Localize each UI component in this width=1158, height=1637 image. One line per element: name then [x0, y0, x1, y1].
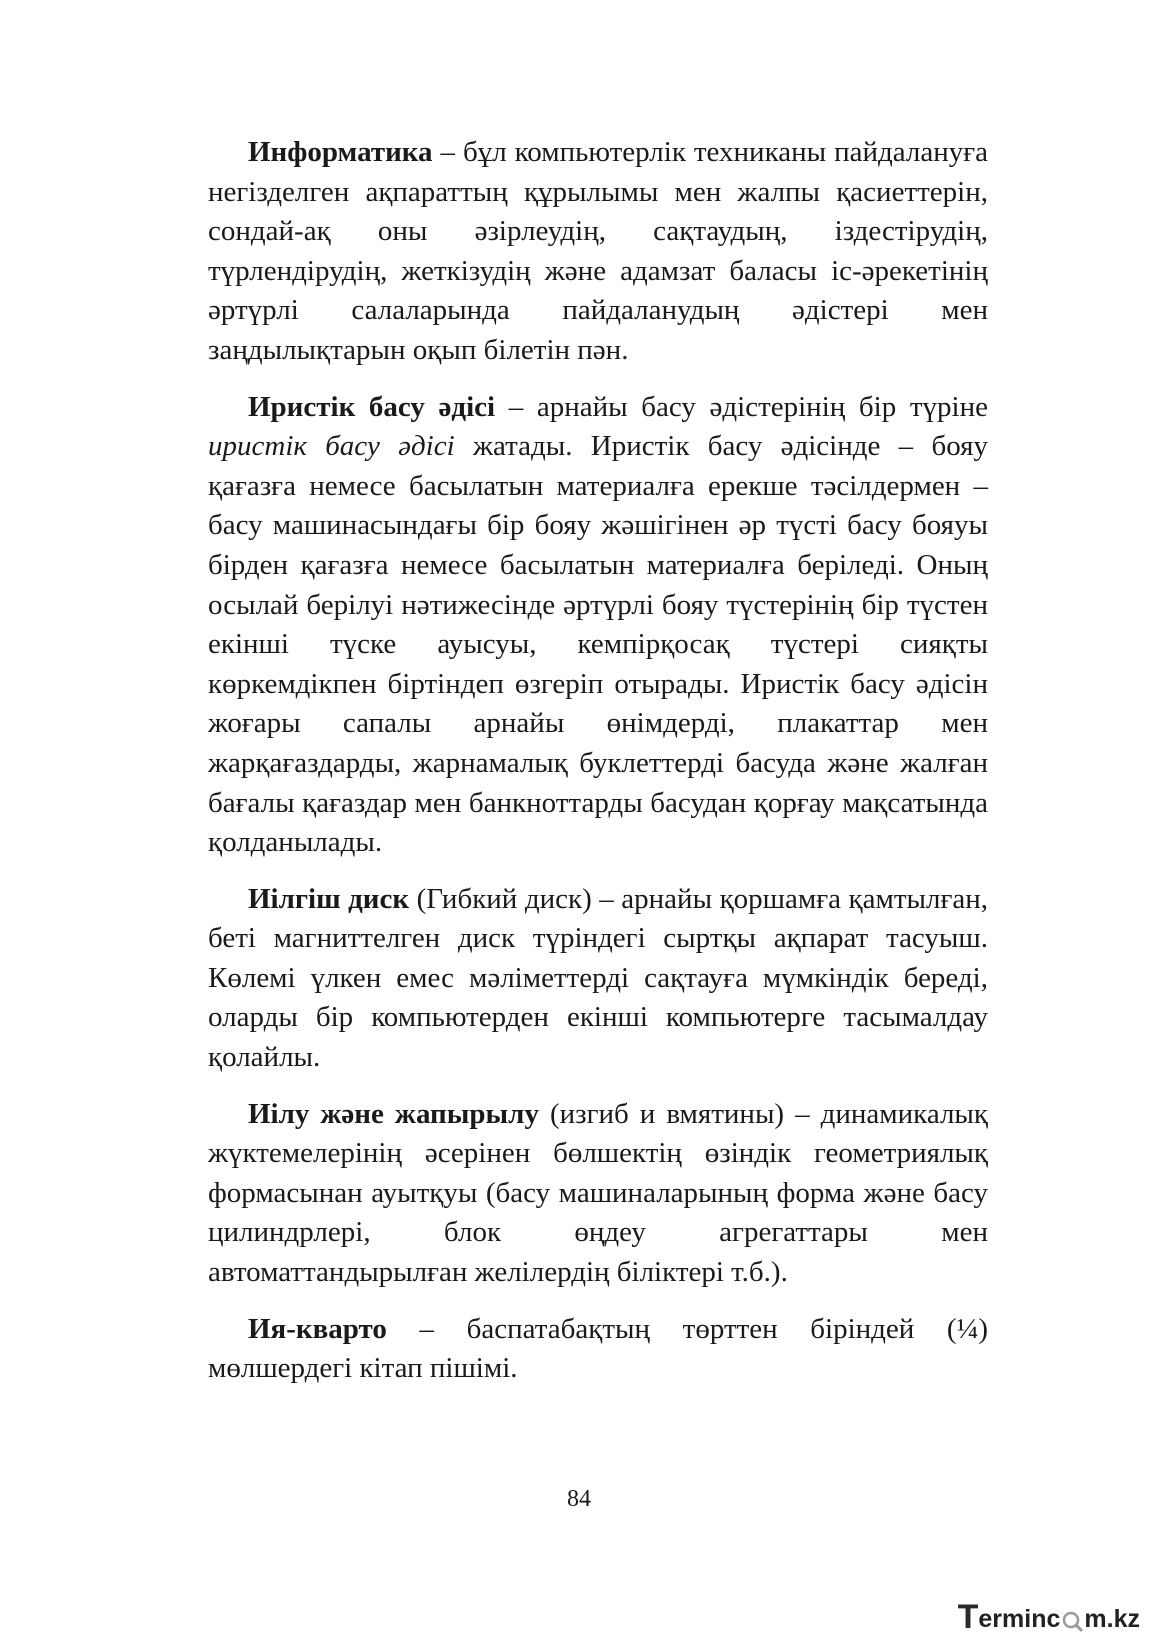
glossary-entry-iilu-zhapyrylu	[208, 1095, 988, 1293]
definition-part: жатады. Иристік басу әдісінде – бояу қағазға немесе басылатын материалға ерекше тәсілдермен – басу машинасындағы бір бояу жәшігінен әр түсті басу бояуы бірден қағазға немесе басылатын материалға беріледі. Оның осылай берілуі нәтижесінде әртүрлі бояу түстерінің бір түстен екінші түске ауысуы, кемпірқосақ түстері сияқты көркемдікпен біртіндеп өзгеріп отырады. Иристік басу әдісін жоғары сапалы арнайы өнімдерді, плакаттар мен жарқағаздарды, жарнамалық буклеттерді басуда және жалған бағалы қағаздар мен банкноттарды басудан қорғау мақсатында қолданылады.	[208, 430, 988, 859]
watermark-text: m.kz	[1084, 1605, 1140, 1633]
watermark-text: c	[1046, 1605, 1061, 1633]
term: Иристік басу әдісі	[248, 390, 496, 423]
term: Ия-кварто	[248, 1312, 387, 1345]
glossary-entry-iilgish-disk	[208, 880, 988, 1078]
definition-italic: иристік басу әдісі	[208, 430, 455, 463]
glossary-entry-iristik-basu	[208, 388, 988, 863]
term: Информатика	[248, 136, 433, 168]
site-watermark	[958, 1598, 1140, 1634]
watermark-text: ermin	[978, 1605, 1047, 1633]
document-page	[208, 133, 988, 1406]
definition: – бұл компьютерлік техниканы пайдалануға негізделген ақпараттың құрылымы мен жалпы қасиеттерін, сондай-ақ оны әзірлеудің, сақтаудың, іздестірудің, түрлендірудің, жеткізудің және адамзат баласы іс-әрекетінің әртүрлі салаларында пайдаланудың әдістері мен заңдылықтарын оқып білетін пән.	[208, 136, 988, 366]
glossary-entry-iya-kvarto	[208, 1310, 988, 1389]
definition: – баспатабақтың төрттен біріндей (¼) мөлшердегі кітап пішімі.	[208, 1312, 988, 1385]
watermark-letter: T	[957, 1598, 979, 1636]
page-number: 84	[567, 1486, 591, 1512]
glossary-entry-informatika	[208, 133, 988, 371]
definition-part: – арнайы басу әдістерінің бір түріне	[495, 390, 988, 423]
term: Иілгіш диск	[248, 882, 410, 915]
magnifier-icon	[1061, 1608, 1083, 1632]
definition: (Гибкий диск) – арнайы қоршамға қамтылған, беті магниттелген диск түріндегі сыртқы ақпарат тасуыш. Көлемі үлкен емес мәліметтерді сақтауға мүмкіндік береді, оларды бір компьютерден екінші компьютерге тасымалдау қолайлы.	[208, 882, 988, 1074]
definition: (изгиб и вмятины) – динамикалық жүктемелерінің әсерінен бөлшектің өзіндік геометриялық формасынан ауытқуы (басу машиналарының форма және басу цилиндрлері, блок өңдеу агрегаттары мен автоматтандырылған желілердің біліктері т.б.).	[208, 1097, 988, 1289]
term: Иілу және жапырылу	[248, 1097, 539, 1130]
